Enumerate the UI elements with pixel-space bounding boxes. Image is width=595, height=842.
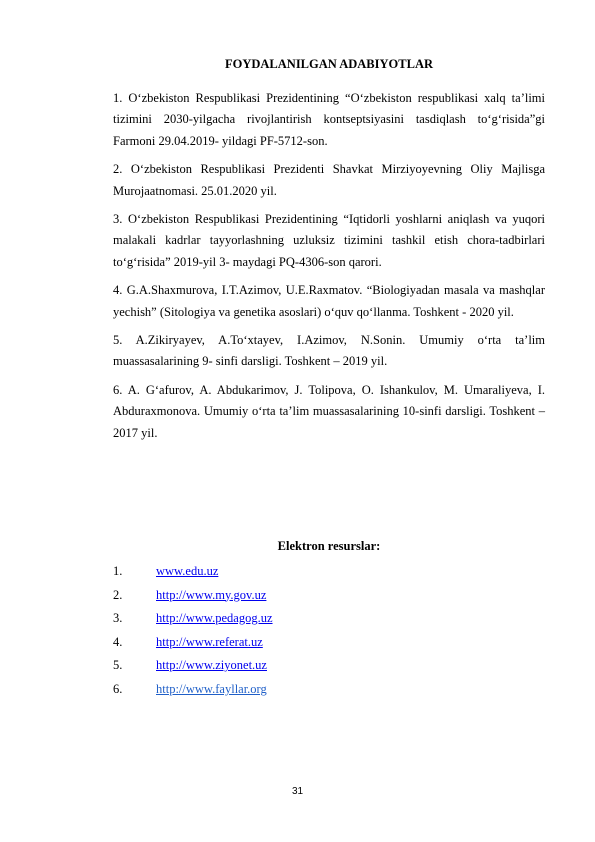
- reference-number: 4.: [113, 283, 123, 298]
- link-number: 2.: [113, 587, 123, 602]
- link-number: 6.: [113, 681, 123, 696]
- reference-number: 1.: [113, 91, 123, 105]
- reference-item: [113, 330, 545, 373]
- link-ziyonet-uz[interactable]: http://www.ziyonet.uz: [156, 658, 267, 673]
- reference-item: [113, 280, 545, 323]
- reference-item: [113, 88, 545, 152]
- link-number: 4.: [113, 634, 123, 649]
- link-my-gov-uz[interactable]: http://www.my.gov.uz: [156, 587, 267, 602]
- reference-item: [113, 159, 545, 202]
- link-item: [113, 631, 545, 655]
- electronic-resources-heading: Elektron resurslar:: [277, 539, 381, 553]
- page-title: FOYDALANILGAN ADABIYOTLAR: [224, 57, 433, 71]
- reference-text: A. G‘afurov, A. Abdukarimov, J. Tolipova, O. Ishankulov, M. Umaraliyeva, I. Abduraxmonova. Umumiy o‘rta ta’lim muassasalarining 10-sinfi darsligi. Toshkent – 2017 yil.: [113, 382, 545, 440]
- link-fayllar-org[interactable]: http://www.fayllar.org: [156, 681, 267, 696]
- reference-number: 3.: [113, 212, 123, 227]
- link-pedagog-uz[interactable]: http://www.pedagog.uz: [156, 611, 273, 626]
- link-number: 3.: [113, 611, 123, 626]
- reference-number: 6.: [113, 382, 123, 397]
- link-item: [113, 678, 545, 702]
- reference-item: [113, 209, 545, 273]
- link-referat-uz[interactable]: http://www.referat.uz: [156, 634, 263, 649]
- link-number: 5.: [113, 658, 123, 673]
- link-number: 1.: [113, 564, 123, 578]
- link-item: [113, 607, 545, 631]
- reference-list: [113, 88, 545, 451]
- reference-number: 2.: [113, 162, 123, 177]
- reference-text: O‘zbekiston Respublikasi Prezidentining “Iqtidorli yoshlarni aniqlash va yuqori malakali kadrlar tayyorlashning uzluksiz tizimini tashkil etish chora-tadbirlari to‘g‘risida” 2019-yil 3- maydagi PQ-4306-son qarori.: [113, 212, 545, 269]
- link-item: [113, 560, 545, 584]
- reference-item: [113, 380, 545, 444]
- electronic-resources-list: [113, 560, 545, 702]
- reference-number: 5.: [113, 333, 123, 348]
- reference-text: O‘zbekiston Respublikasi Prezidentining “O‘zbekiston respublikasi xalq ta’limi tizimini 2030-yilgacha rivojlantirish kontseptsiyasini tasdiqlash to‘g‘risida”gi Farmoni 29.04.2019- yildagi PF-5712-son.: [113, 91, 546, 148]
- reference-text: G.A.Shaxmurova, I.T.Azimov, U.E.Raxmatov. “Biologiyadan masala va mashqlar yechish” (Sitologiya va genetika asoslari) o‘quv qo‘llanma. Toshkent - 2020 yil.: [113, 283, 545, 319]
- reference-text: O‘zbekiston Respublikasi Prezidenti Shavkat Mirziyoyevning Oliy Majlisga Murojaatnomasi. 25.01.2020 yil.: [113, 162, 545, 198]
- link-edu-uz[interactable]: www.edu.uz: [156, 564, 219, 578]
- link-item: [113, 654, 545, 678]
- page-number: 31: [291, 786, 304, 797]
- link-item: [113, 584, 545, 608]
- reference-text: A.Zikiryayev, A.To‘xtayev, I.Azimov, N.Sonin. Umumiy o‘rta ta’lim muassasalarining 9- sinfi darsligi. Toshkent – 2019 yil.: [113, 333, 546, 369]
